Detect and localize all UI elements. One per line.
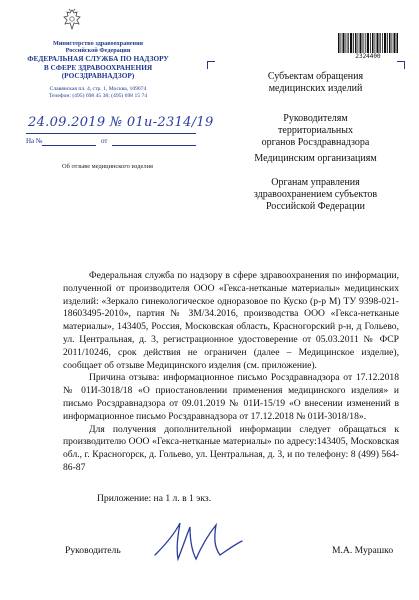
- corner-mark-right: [397, 61, 405, 69]
- letter-body: [63, 270, 399, 475]
- reference-number-line: [42, 145, 96, 146]
- recipient-block: Руководителям территориальных органов Росздравнадзора: [261, 113, 370, 148]
- agency-address: Славянская пл. 4, стр. 1, Москва, 109074 Телефон: (495) 698 45 38; (495) 698 15 74: [48, 86, 148, 99]
- body-paragraph: Федеральная служба по надзору в сфере здравоохранения по информации, полученной от производителя ООО «Гекса-нетканые материалы» медицинских изделий: «Зеркало гинекологическое одноразовое по Куско (р-р М) ТУ 9398-021-18603495-2010», партия № ЗМ/34.2016, производства ООО «Гекса-нетканые материалы», 143405, Россия, Московская область, Красногорский р-н, д Гольево, ул. Центральная, д. 3, регистрационное удостоверение от 05.03.2011 № ФСР 2011/10246, срок действия не ограничен (далее – Медицинское изделие), сообщает об отзыве Медицинского изделия (см. приложение).: [63, 270, 399, 371]
- recipient-block: Субъектам обращения медицинских изделий: [267, 71, 364, 94]
- agency-name: ФЕДЕРАЛЬНАЯ СЛУЖБА ПО НАДЗОРУ В СФЕРЕ ЗДРАВООХРАНЕНИЯ (РОСЗДРАВНАДЗОР): [27, 54, 169, 80]
- reference-number-label: На №: [26, 137, 43, 145]
- letter-subject: Об отзыве медицинского изделия: [62, 163, 153, 170]
- handwritten-signature: [150, 515, 245, 565]
- corner-mark-left: [207, 61, 215, 69]
- handwritten-date-number: 24.09.2019 № 01и-2314/19: [28, 115, 214, 130]
- body-paragraph: Причина отзыва: информационное письмо Росздравнадзора от 17.12.2018 № 01И-3018/18 «О приостановлении применения медицинского изделия» и письмо Росздравнадзора от 09.01.2019 № 01И-15/19 «О внесении изменений в информационное письмо Росздравнадзора от 17.12.2018 № 01И-3018/18».: [63, 372, 399, 422]
- reference-date-label: от: [101, 137, 108, 145]
- recipient-block: Органам управления здравоохранением субъектов Российской Федерации: [253, 177, 378, 212]
- ministry-name: Министерство здравоохранения Российской Федерации: [52, 40, 144, 54]
- signer-role: Руководитель: [65, 545, 121, 556]
- recipient-block: Медицинским организациям: [254, 153, 377, 164]
- attachment-note: Приложение: на 1 л. в 1 экз.: [97, 493, 212, 504]
- reference-date-line: [112, 145, 196, 146]
- barcode-number: 2324400: [355, 53, 381, 60]
- coat-of-arms-icon: [62, 8, 82, 32]
- barcode: [338, 33, 398, 53]
- signer-name: М.А. Мурашко: [332, 545, 394, 556]
- body-paragraph: Для получения дополнительной информации следует обращаться к производителю ООО «Гекса-нетканые материалы» по адресу:143405, Московская обл., г. Красногорск, д. Гольево, ул. Центральная, д. 3, и по телефону: 8 (499) 564-86-87: [63, 423, 399, 473]
